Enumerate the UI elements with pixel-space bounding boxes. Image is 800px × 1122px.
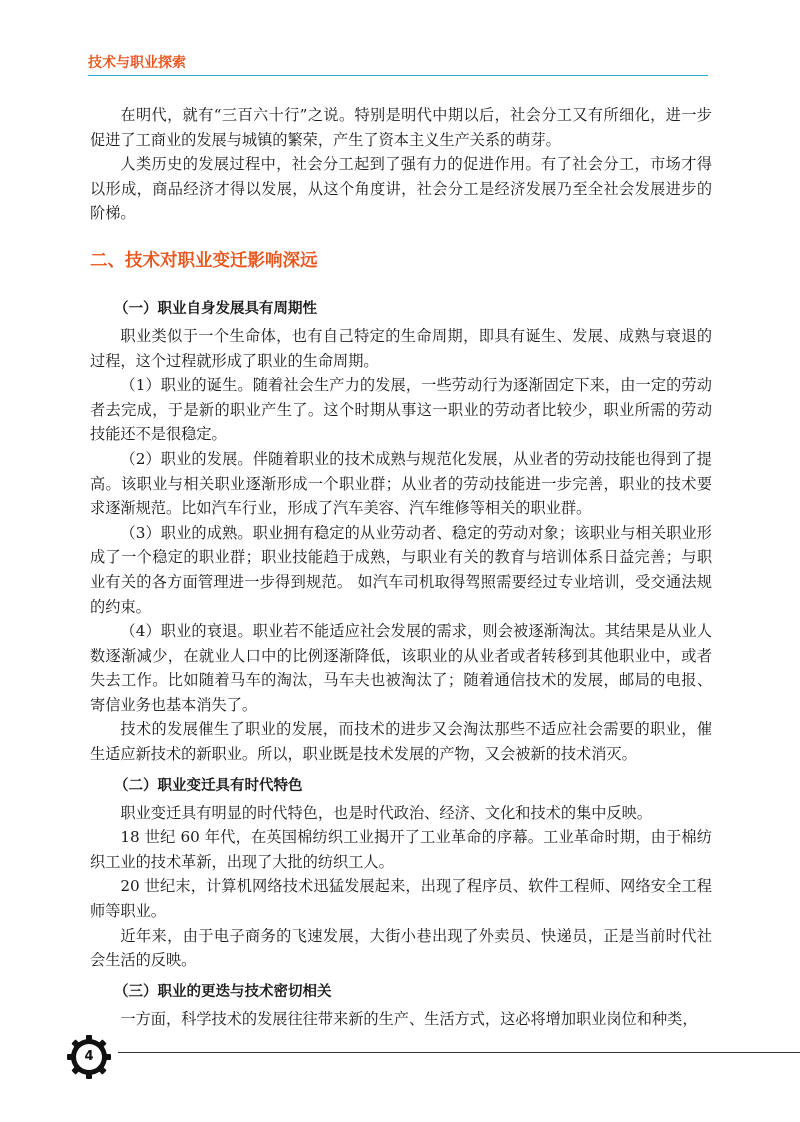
body-paragraph: （3）职业的成熟。职业拥有稳定的从业劳动者、稳定的劳动对象；该职业与相关职业形成了一个稳定的职业群；职业技能趋于成熟，与职业有关的教育与培训体系日益完善；与职业有关的各方面管理进一步得到规范。 如汽车司机取得驾照需要经过专业培训，受交通法规的约束。: [90, 523, 712, 616]
intro-paragraph: 人类历史的发展过程中，社会分工起到了强有力的促进作用。有了社会分工，市场才得以形成，商品经济才得以发展，从这个角度讲，社会分工是经济发展乃至全社会发展进步的阶梯。: [90, 155, 712, 223]
running-header-title: 技术与职业探索: [88, 55, 186, 71]
footer-divider: [118, 1052, 800, 1053]
subsection-heading: （二）职业变迁具有时代特色: [114, 777, 303, 794]
body-paragraph: 职业变迁具有明显的时代特色，也是时代政治、经济、文化和技术的集中反映。: [120, 803, 652, 822]
body-paragraph: （2）职业的发展。伴随着职业的技术成熟与规范化发展，从业者的劳动技能也得到了提高。该职业与相关职业逐渐形成一个职业群；从业者的劳动技能进一步完善，职业的技术要求逐渐规范。比如汽车行业，形成了汽车美容、汽车维修等相关的职业群。: [90, 449, 712, 518]
body-paragraph: 18 世纪 60 年代，在英国棉纺织工业揭开了工业革命的序幕。工业革命时期，由于棉纺织工业的技术革新，出现了大批的纺织工人。: [90, 828, 712, 871]
body-paragraph: 20 世纪末，计算机网络技术迅猛发展起来，出现了程序员、软件工程师、网络安全工程师等职业。: [90, 877, 712, 921]
subsection-heading: （一）职业自身发展具有周期性: [114, 300, 317, 317]
body-paragraph: 职业类似于一个生命体，也有自己特定的生命周期，即具有诞生、发展、成熟与衰退的过程，这个过程就形成了职业的生命周期。: [90, 326, 712, 370]
subsection-heading: （三）职业的更迭与技术密切相关: [114, 983, 332, 1000]
page-body: [90, 103, 712, 1031]
body-paragraph: 一方面，科学技术的发展往往带来新的生产、生活方式，这必将增加职业岗位和种类，: [120, 1009, 698, 1028]
header-divider: [88, 75, 708, 76]
intro-paragraph: 在明代，就有“三百六十行”之说。特别是明代中期以后，社会分工又有所细化，进一步促进了工商业的发展与城镇的繁荣，产生了资本主义生产关系的萌芽。: [90, 106, 712, 149]
body-paragraph: （4）职业的衰退。职业若不能适应社会发展的需求，则会被逐渐淘汰。其结果是从业人数逐渐减少，在就业人口中的比例逐渐降低，该职业的从业者或者转移到其他职业中，或者失去工作。比如随着马车的淘汰，马车夫也被淘汰了；随着通信技术的发展，邮局的电报、寄信业务也基本消失了。: [90, 622, 712, 714]
body-paragraph: （1）职业的诞生。随着社会生产力的发展，一些劳动行为逐渐固定下来，由一定的劳动者去完成，于是新的职业产生了。这个时期从事这一职业的劳动者比较少，职业所需的劳动技能还不是很稳定。: [90, 376, 712, 444]
body-paragraph: 技术的发展催生了职业的发展，而技术的进步又会淘汰那些不适应社会需要的职业，催生适应新技术的新职业。所以，职业既是技术发展的产物，又会被新的技术消灭。: [90, 720, 712, 764]
page-number: 4: [84, 1049, 94, 1064]
body-paragraph: 近年来，由于电子商务的飞速发展，大街小巷出现了外卖员、快递员，正是当前时代社会生活的反映。: [90, 926, 712, 970]
section-heading: 二、技术对职业变迁影响深远: [90, 250, 318, 271]
